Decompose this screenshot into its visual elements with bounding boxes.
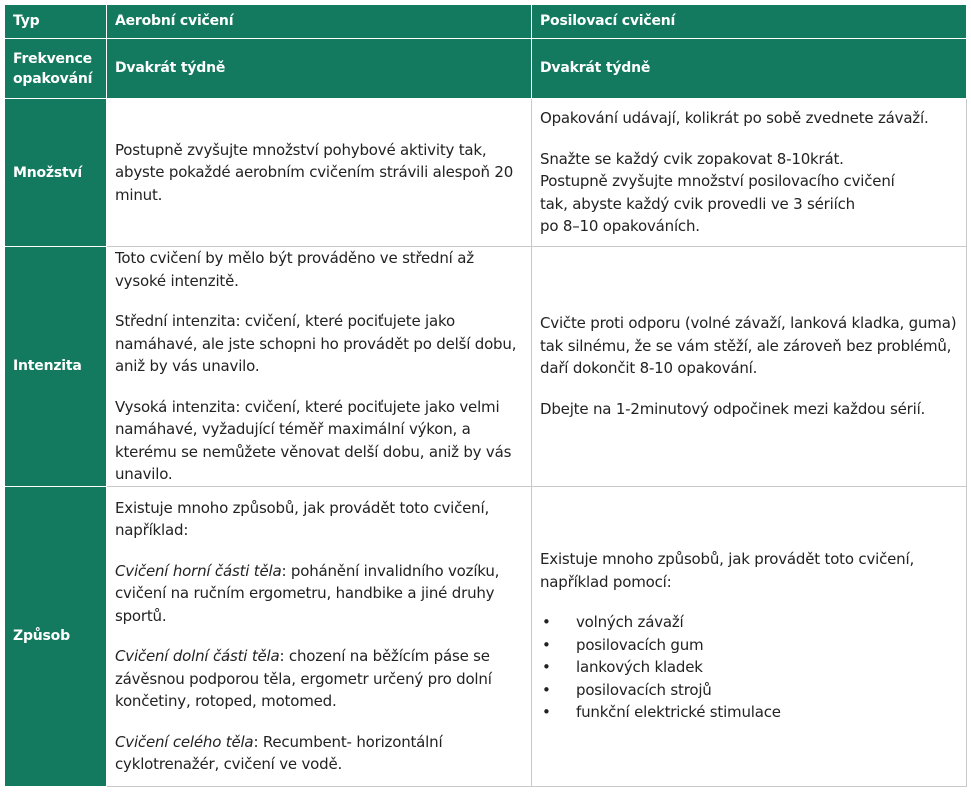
list-item-text: volných závaží [576, 613, 684, 632]
method-aerobic-upper [115, 560, 523, 628]
method-lower-label: Cvičení dolní části těla [115, 647, 280, 665]
method-aerobic-cell [107, 486, 532, 786]
frequency-label-cell [5, 39, 107, 99]
method-aerobic-lower [115, 645, 523, 713]
list-item [540, 701, 958, 724]
frequency-label-line1: Frekvence [13, 50, 92, 67]
intensity-aerobic-p2: Střední intenzita: cvičení, které pociťujete jako namáhavé, ale jste schopni ho provádět po delší dobu, aniž by vás unavilo. [115, 312, 517, 375]
method-aerobic-intro: Existuje mnoho způsobů, jak provádět toto cvičení, například: [115, 498, 490, 539]
list-item-text: lankových kladek [576, 658, 703, 677]
method-row [5, 486, 967, 786]
bullet-icon: • [542, 613, 551, 632]
method-upper-text: : pohánění invalidního vozíku, cvičení na ručním ergometru, handbike a jiné druhy sportů. [115, 561, 500, 625]
amount-strength-line2: Postupně zvyšujte množství posilovacího cvičení [540, 172, 895, 190]
method-aerobic-whole [115, 731, 523, 776]
method-upper-label: Cvičení horní části těla [115, 561, 282, 580]
intensity-strength-p2: Dbejte na 1-2minutový odpočinek mezi každou sérií. [540, 399, 926, 418]
list-item-text: posilovacích gum [576, 635, 704, 654]
bullet-icon: • [542, 635, 551, 654]
frequency-label-line2: opakování [13, 70, 93, 87]
frequency-row [5, 39, 967, 99]
amount-strength-cell [532, 99, 967, 247]
intensity-label-cell: Intenzita [5, 247, 107, 487]
amount-strength-line3: tak, abyste každý cvik provedli ve 3 sériích [540, 194, 855, 213]
amount-row [5, 99, 967, 247]
method-whole-text: : Recumbent- horizontální cyklotrenažér, cvičení ve vodě. [115, 732, 443, 773]
intensity-aerobic-p3: Vysoká intenzita: cvičení, které pociťujete jako velmi namáhavé, vyžadující téměř maximální výkon, a kterému se nemůžete věnovat delší dobu, aniž by vás unavilo. [115, 397, 512, 483]
method-strength-intro: Existuje mnoho způsobů, jak provádět toto cvičení, například pomocí: [540, 550, 915, 591]
method-label-cell: Způsob [5, 486, 107, 786]
list-item-text: funkční elektrické stimulace [576, 703, 781, 722]
frequency-strength-cell: Dvakrát týdně [532, 39, 967, 99]
header-aerobic-cell: Aerobní cvičení [107, 5, 532, 39]
frequency-aerobic-cell: Dvakrát týdně [107, 39, 532, 99]
amount-strength-p2 [540, 148, 958, 238]
method-lower-text: : chození na běžícím páse se závěsnou podporou těla, ergometr určený pro dolní končetiny, rotoped, motomed. [115, 647, 492, 710]
exercise-table-container [4, 4, 966, 787]
bullet-icon: • [542, 680, 551, 699]
header-type-cell: Typ [5, 5, 107, 39]
intensity-row [5, 247, 967, 487]
amount-label-cell: Množství [5, 99, 107, 247]
amount-aerobic-text: Postupně zvyšujte množství pohybové aktivity tak, abyste pokaždé aerobním cvičením strávili alespoň 20 minut. [115, 140, 514, 204]
exercise-comparison-table [4, 4, 967, 787]
header-row [5, 5, 967, 39]
method-strength-list [540, 611, 958, 724]
intensity-strength-cell [532, 247, 967, 487]
list-item [540, 679, 958, 702]
amount-strength-p1: Opakování udávají, kolikrát po sobě zvednete závaží. [540, 109, 929, 127]
bullet-icon: • [542, 658, 551, 677]
amount-aerobic-cell [107, 99, 532, 247]
amount-strength-line4: po 8–10 opakováních. [540, 217, 700, 235]
intensity-aerobic-p1: Toto cvičení by mělo být prováděno ve střední až vysoké intenzitě. [115, 249, 474, 290]
list-item [540, 611, 958, 634]
method-strength-cell [532, 486, 967, 786]
list-item-text: posilovacích strojů [576, 680, 712, 699]
amount-strength-line1: Snažte se každý cvik zopakovat 8-10krát. [540, 149, 844, 168]
method-whole-label: Cvičení celého těla [115, 732, 254, 751]
header-strength-cell: Posilovací cvičení [532, 5, 967, 39]
intensity-aerobic-cell [107, 247, 532, 487]
list-item [540, 656, 958, 679]
intensity-strength-p1: Cvičte proti odporu (volné závaží, lanková kladka, guma) tak silnému, že se vám stěží, ale zároveň bez problémů, daří dokončit 8-10 opakování. [540, 314, 957, 378]
list-item [540, 634, 958, 657]
bullet-icon: • [542, 703, 551, 722]
